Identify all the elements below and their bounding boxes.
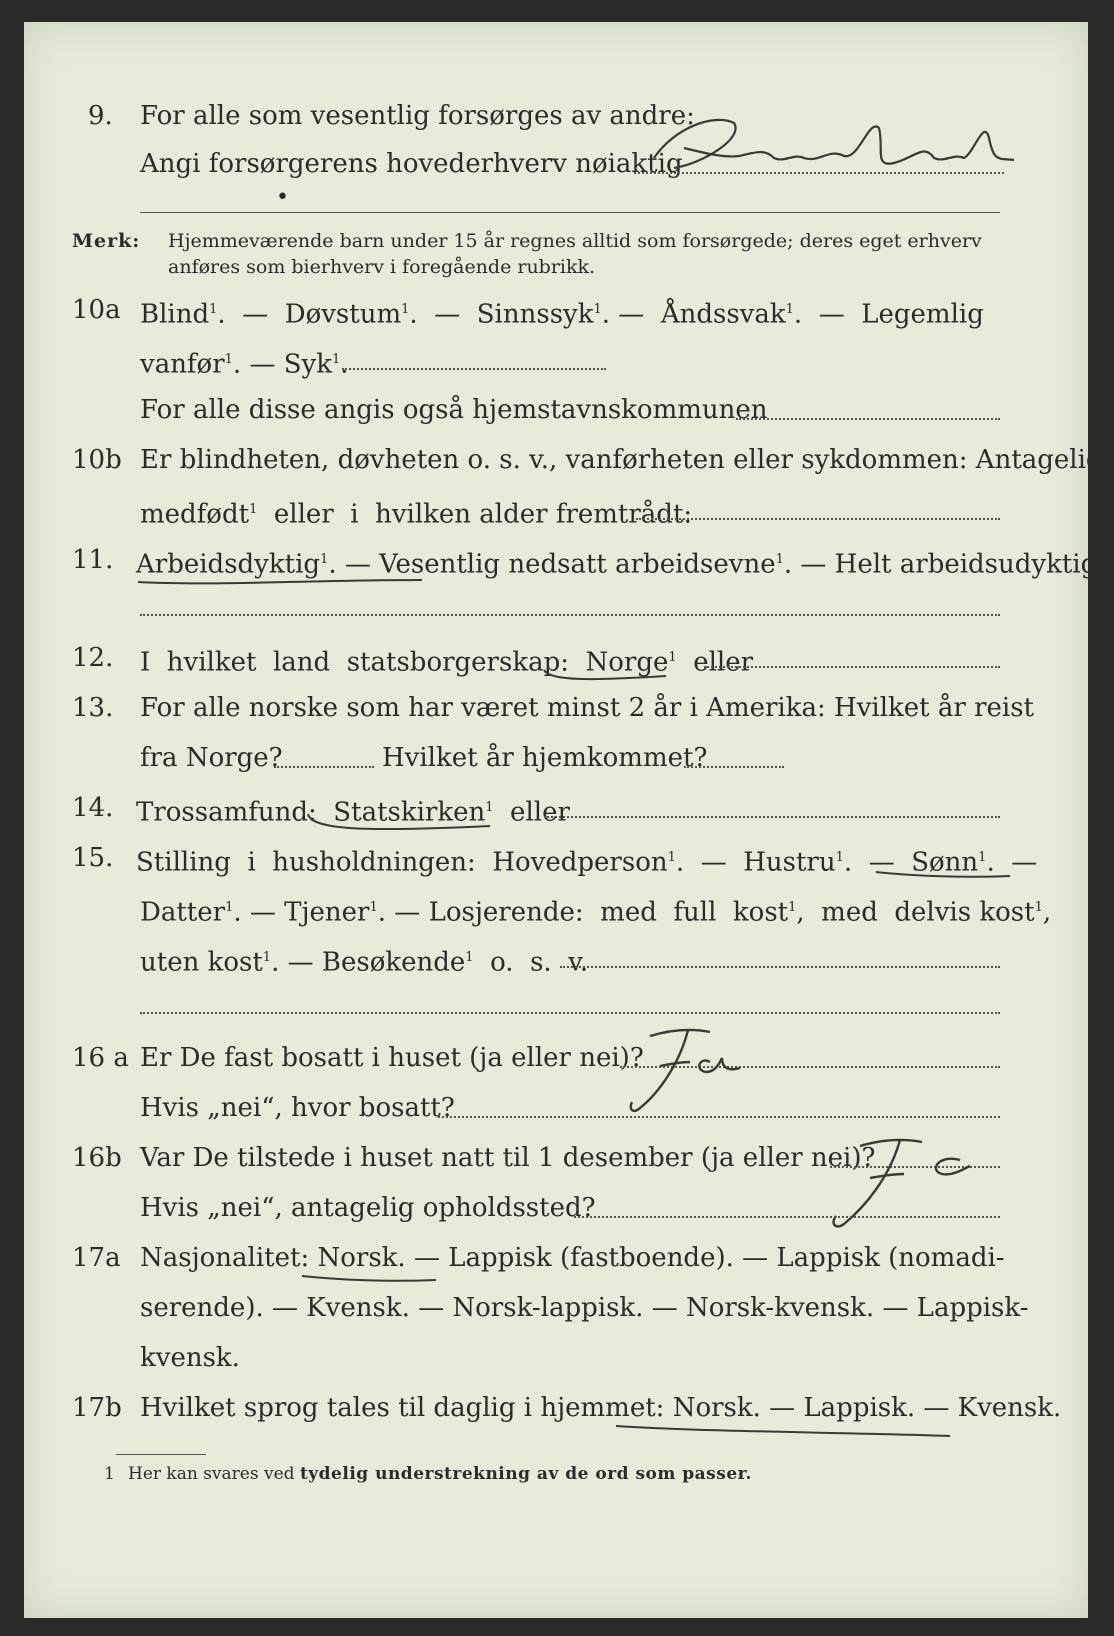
handwritten-answer-ja <box>810 1126 990 1236</box>
answer-line <box>140 614 1000 616</box>
footnote-divider <box>116 1454 206 1455</box>
question-number: 17b <box>72 1393 122 1423</box>
question-number: 9. <box>88 101 113 131</box>
question-text: medfødt$^1$ eller i hvilken alder fremtrådt: <box>140 499 693 530</box>
answer-line <box>560 966 1000 968</box>
question-text: For alle norske som har været minst 2 år i Amerika: Hvilket år reist <box>140 693 1034 723</box>
note-label: Merk: <box>72 230 141 252</box>
question-text: Angi forsørgerens hovederhverv nøiaktig <box>140 149 683 179</box>
question-text: For alle som vesentlig forsørges av andre: <box>140 101 695 131</box>
note-text: Hjemmeværende barn under 15 år regnes alltid som forsørgede; deres eget erhverv <box>168 230 982 252</box>
handwritten-underline <box>874 868 1014 882</box>
question-text: Arbeidsdyktig$^1$. — Vesentlig nedsatt arbeidsevne$^1$. — Helt arbeidsudyktig$^1$. <box>136 549 1114 580</box>
question-text: serende). — Kvensk. — Norsk-lappisk. — Norsk-kvensk. — Lappisk- <box>140 1293 1029 1323</box>
answer-line <box>544 816 1000 818</box>
question-number: 13. <box>72 693 114 723</box>
question-number: 10a <box>72 295 121 325</box>
note-text: anføres som bierhverv i foregående rubrikk. <box>168 256 596 278</box>
answer-line <box>140 212 1000 213</box>
question-text: Er blindheten, døvheten o. s. v., vanførheten eller sykdommen: Antagelig <box>140 445 1103 475</box>
answer-line <box>736 418 1000 420</box>
answer-line <box>684 766 784 768</box>
answer-line <box>140 1012 1000 1014</box>
question-text: vanfør$^1$. — Syk$^1$. <box>140 349 349 380</box>
handwritten-underline <box>304 808 494 838</box>
answer-line <box>274 766 374 768</box>
handwritten-answer-ja <box>610 1022 770 1122</box>
handwritten-underline <box>136 574 426 588</box>
question-text: Nasjonalitet: Norsk. — Lappisk (fastboende). — Lappisk (nomadi- <box>140 1243 1005 1273</box>
footnote-marker: 1 <box>104 1464 115 1484</box>
form-page <box>24 22 1114 1618</box>
answer-line <box>438 1116 1000 1118</box>
question-text: Hvis „nei“, hvor bosatt? <box>140 1093 455 1123</box>
answer-line <box>574 1216 1000 1218</box>
question-text: fra Norge? <box>140 743 283 773</box>
question-number: 17a <box>72 1243 121 1273</box>
handwritten-underline <box>540 656 670 684</box>
question-text: Var De tilstede i huset natt til 1 desember (ja eller nei)? <box>140 1143 876 1173</box>
answer-line <box>342 368 606 370</box>
question-text: For alle disse angis også hjemstavnskommunen <box>140 395 768 425</box>
question-text: Hvilket år hjemkommet? <box>382 743 708 773</box>
ink-mark: • <box>276 185 289 210</box>
question-number: 16b <box>72 1143 122 1173</box>
question-text: Stilling i husholdningen: Hovedperson$^1$. — Hustru$^1$. — Sønn$^1$. — <box>136 847 1038 878</box>
question-text: Hvilket sprog tales til daglig i hjemmet: Norsk. — Lappisk. — Kvensk. <box>140 1393 1062 1423</box>
question-number: 15. <box>72 843 114 873</box>
question-text: I hvilket land statsborgerskap: Norge$^1$ eller <box>140 647 754 678</box>
question-number: 12. <box>72 643 114 673</box>
question-text: uten kost$^1$. — Besøkende$^1$ o. s. v. <box>140 947 589 978</box>
question-number: 11. <box>72 545 114 575</box>
question-text: kvensk. <box>140 1343 240 1373</box>
question-text: Er De fast bosatt i huset (ja eller nei)? <box>140 1043 644 1073</box>
question-number: 16 a <box>72 1043 129 1073</box>
question-number: 10b <box>72 445 122 475</box>
handwritten-underline <box>614 1422 954 1440</box>
question-number: 14. <box>72 793 114 823</box>
question-text: Datter$^1$. — Tjener$^1$. — Losjerende: med full kost$^1$, med delvis kost$^1$, <box>140 897 1052 928</box>
answer-line <box>704 666 1000 668</box>
answer-line <box>636 518 1000 520</box>
question-text: Blind$^1$. — Døvstum$^1$. — Sinnssyk$^1$. — Åndssvak$^1$. — Legemlig <box>140 299 984 330</box>
handwritten-underline <box>300 1270 440 1286</box>
handwritten-answer-signature <box>644 108 1024 188</box>
footnote-text: Her kan svares ved tydelig understrekning av de ord som passer. <box>128 1464 752 1484</box>
question-text: Trossamfund: Statskirken$^1$ eller <box>136 797 570 828</box>
question-text: Hvis „nei“, antagelig opholdssted? <box>140 1193 596 1223</box>
